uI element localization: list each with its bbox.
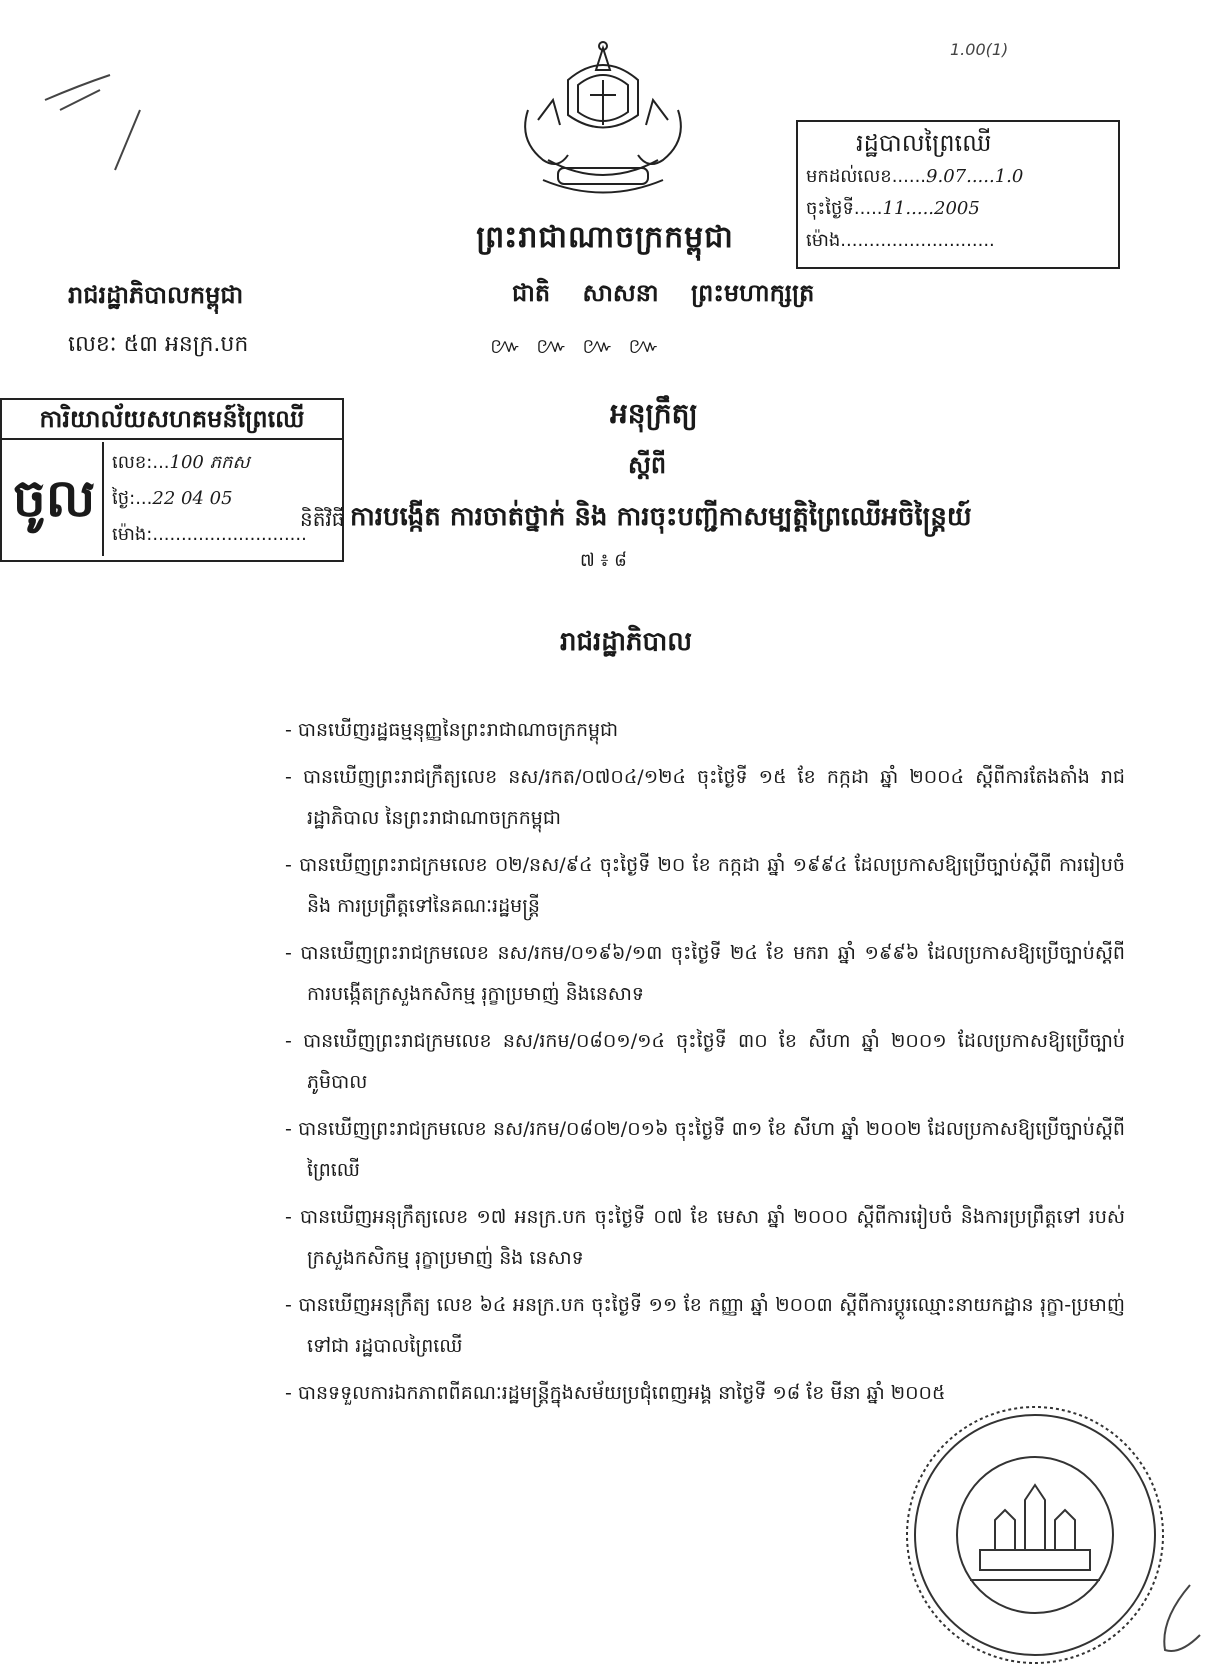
stamp-incoming-word: ចូល (6, 442, 104, 556)
list-item: - បានឃើញរដ្ឋធម្មនុញ្ញនៃព្រះរាជាណាចក្រកម្ពុជា (285, 719, 619, 741)
ornament-divider: ៚ ៚ ៚ ៚ (490, 334, 664, 359)
list-item: - បានឃើញអនុក្រឹត្យលេខ ១៧ អនក្រ.បក ចុះថ្ងៃទី ០៧ ខែ មេសា ឆ្នាំ ២០០០ ស្តីពីការរៀបចំ និងការប្រព្រឹត្តទៅ របស់ក្រសួងកសិកម្ម រុក្ខាប្រមាញ់ និង នេសាទ (285, 1206, 1125, 1269)
stamp-date-label: ថ្ងៃ:... (112, 488, 153, 509)
stamp-date-label: ចុះថ្ងៃទី..... (806, 198, 883, 219)
forestry-admin-received-stamp (796, 120, 1120, 269)
stamp-number-value: 100 ភកស (169, 452, 250, 473)
about-label: ស្តីពី (628, 451, 667, 479)
kingdom-title: ព្រះរាជាណាចក្រកម្ពុជា (476, 220, 734, 255)
royal-crest-emblem (498, 40, 708, 210)
government-heading: រាជរដ្ឋាភិបាល (560, 627, 693, 657)
national-motto: ជាតិ សាសនា ព្រះមហាក្សត្រ (512, 279, 815, 307)
official-round-seal (900, 1400, 1170, 1670)
list-item: - បានឃើញព្រះរាជក្រមលេខ ០២/នស/៩៤ ចុះថ្ងៃទី ២០ ខែ កក្កដា ឆ្នាំ ១៩៩៤ ដែលប្រកាសឱ្យប្រើច្បាប់ស្តីពី ការរៀបចំ និង ការប្រព្រឹត្តទៅនៃគណៈរដ្ឋមន្ត្រី (285, 854, 1125, 917)
list-item: - បានឃើញអនុក្រឹត្យ លេខ ៦៤ អនក្រ.បក ចុះថ្ងៃទី ១១ ខែ កញ្ញា ឆ្នាំ ២០០៣ ស្តីពីការប្តូរឈ្មោះនាយកដ្ឋាន រុក្ខា-ប្រមាញ់ ទៅជា រដ្ឋបាលព្រៃឈើ (285, 1294, 1125, 1357)
stamp-number-label: លេខ:... (112, 452, 170, 473)
stamp-time-row: ម៉ោង........................... (806, 230, 995, 251)
stamp-department-label: និតិវិធី (300, 507, 345, 531)
stamp-number-label: មកដល់លេខ...... (806, 166, 927, 187)
subject-subnumber: ៧ ៖ ៨ (580, 550, 627, 571)
stamp-number-value: 9.07.....1.0 (926, 166, 1024, 187)
stamp-date-row (112, 486, 233, 513)
stamp-title: ការិយាល័យសហគមន៍ព្រៃឈើ (2, 400, 342, 440)
stamp-date-value: 22 04 05 (152, 488, 233, 509)
legal-basis-list (285, 710, 1125, 1420)
list-item: - បានឃើញព្រះរាជក្រមលេខ នស/រកម/០១៩៦/១៣ ចុះថ្ងៃទី ២៤ ខែ មករា ឆ្នាំ ១៩៩៦ ដែលប្រកាសឱ្យប្រើច្បាប់ស្តីពីការបង្កើតក្រសួងកសិកម្ម រុក្ខាប្រមាញ់ និងនេសាទ (285, 942, 1125, 1005)
list-item: - បានទទួលការឯកភាពពីគណៈរដ្ឋមន្ត្រីក្នុងសម័យប្រជុំពេញអង្គ នាថ្ងៃទី ១៨ ខែ មីនា ឆ្នាំ ២០០៥ (285, 1382, 946, 1404)
document-subject: ការបង្កើត ការចាត់ថ្នាក់ និង ការចុះបញ្ជីកាសម្បត្តិព្រៃឈើអចិន្ត្រៃយ៍ (350, 502, 972, 532)
stamp-date-row (806, 196, 980, 223)
list-item: - បានឃើញព្រះរាជក្រមលេខ នស/រកម/០៨០១/១៤ ចុះថ្ងៃទី ៣០ ខែ សីហា ឆ្នាំ ២០០១ ដែលប្រកាសឱ្យប្រើច្បាប់ ភូមិបាល (285, 1030, 1125, 1093)
handwritten-initial-mark (1150, 1580, 1210, 1660)
stamp-time-row: ម៉ោង:........................... (112, 524, 307, 545)
stamp-number-row (806, 164, 1023, 191)
list-item: - បានឃើញព្រះរាជក្រឹត្យលេខ នស/រកត/០៧០៤/១២៤ ចុះថ្ងៃទី ១៥ ខែ កក្កដា ឆ្នាំ ២០០៤ ស្តីពីការតែងតាំង រាជរដ្ឋាភិបាល នៃព្រះរាជាណាចក្រកម្ពុជា (285, 766, 1125, 829)
document-number: លេខៈ ៥៣ អនក្រ.បក (68, 332, 249, 357)
handwritten-pen-marks (40, 60, 170, 180)
community-forestry-received-stamp (0, 398, 344, 562)
stamp-date-value: 11.....2005 (882, 198, 980, 219)
stamp-number-row (112, 450, 250, 477)
government-name: រាជរដ្ឋាភិបាលកម្ពុជា (68, 281, 244, 309)
handwritten-corner-note: 1.00(1) (950, 40, 1009, 59)
stamp-title: រដ្ឋបាលព្រៃឈើ (856, 129, 992, 157)
document-type: អនុក្រឹត្យ (610, 397, 698, 430)
list-item: - បានឃើញព្រះរាជក្រមលេខ នស/រកម/០៨០២/០១៦ ចុះថ្ងៃទី ៣១ ខែ សីហា ឆ្នាំ ២០០២ ដែលប្រកាសឱ្យប្រើច្បាប់ស្តីពីព្រៃឈើ (285, 1118, 1125, 1181)
